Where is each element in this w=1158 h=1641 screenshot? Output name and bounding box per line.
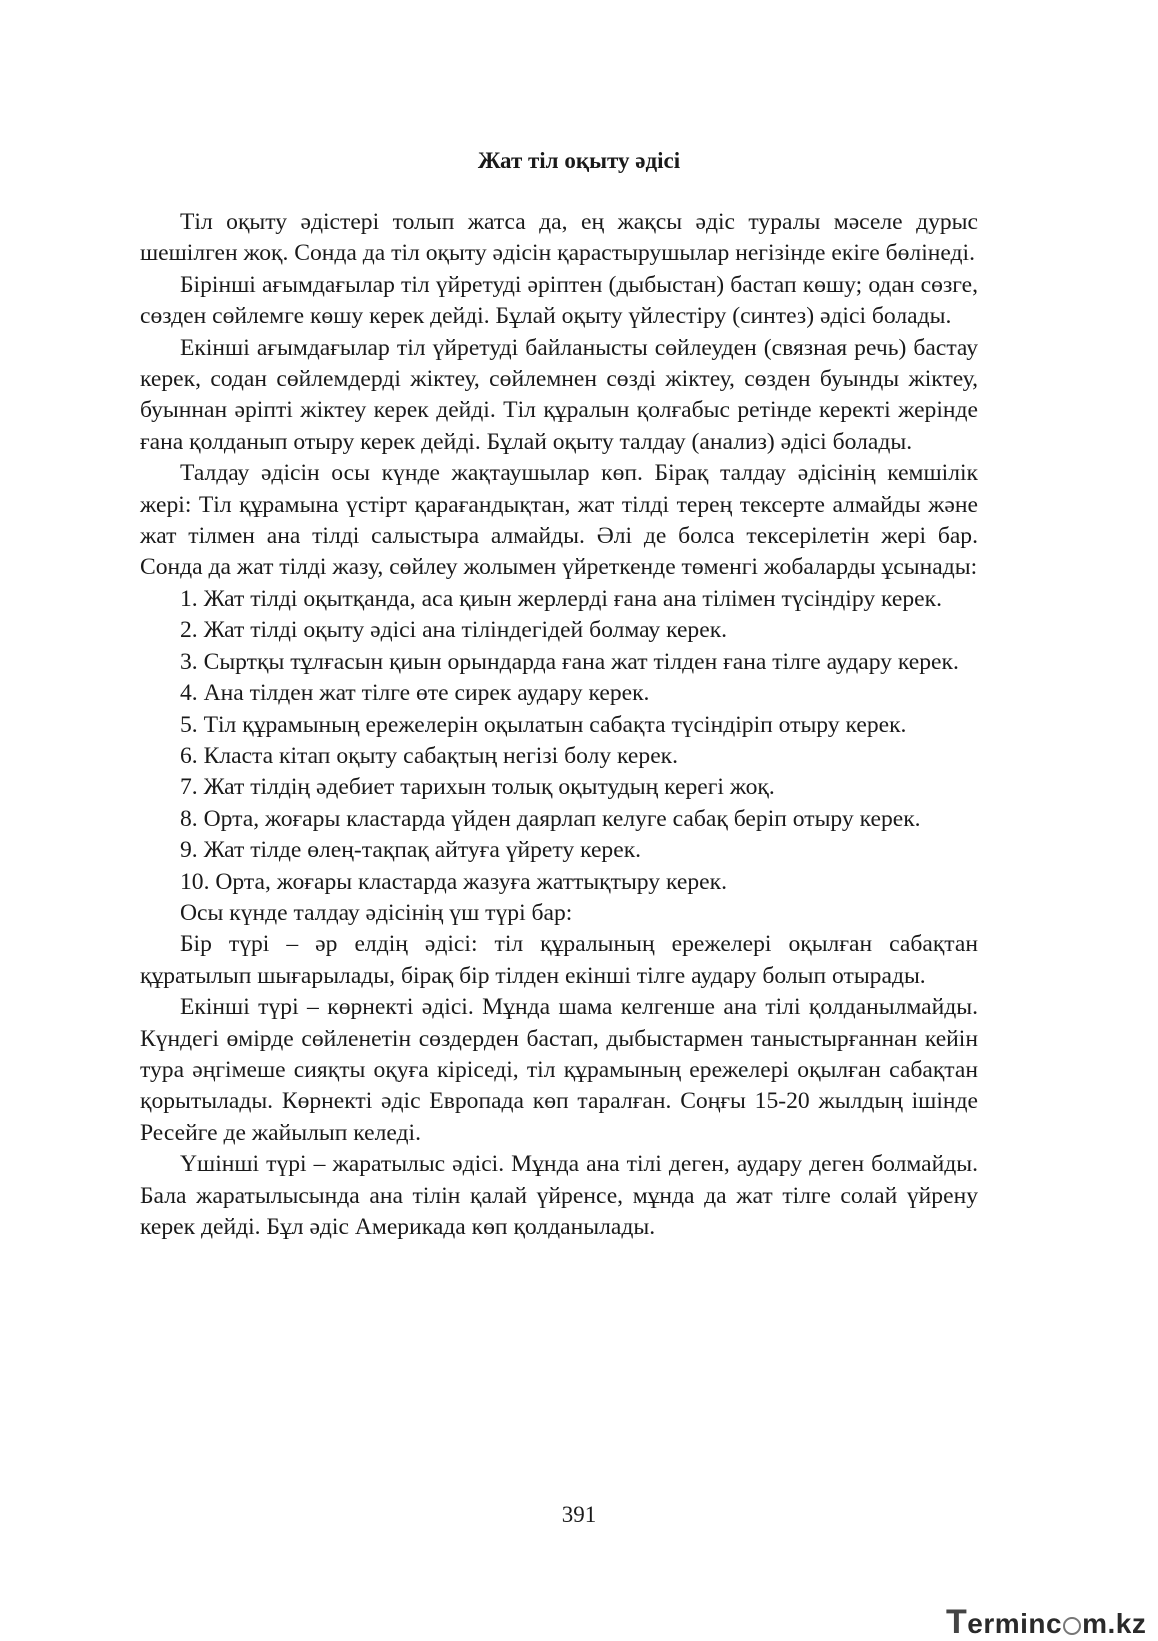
body-text	[140, 207, 978, 1243]
paragraph: Осы күнде талдау әдісінің үш түрі бар:	[180, 899, 573, 926]
paragraph: Үшінші түрі – жаратылыс әдісі. Мұнда ана тілі деген, аудару деген болмайды. Бала жаратылысында ана тілін қалай үйренсе, мұнда да жат тілге солай үйрену керек дейді. Бұл әдіс Америкада көп қолданылады.	[140, 1151, 978, 1240]
list-item: 7. Жат тілдің әдебиет тарихын толық оқытудың керегі жоқ.	[180, 774, 775, 801]
page-number: 391	[561, 1502, 597, 1527]
paragraph: Екінші ағымдағылар тіл үйретуді байланысты сөйлеуден (связная речь) бастау керек, содан сөйлемдерді жіктеу, сөйлемнен сөзді жіктеу, сөзден буынды жіктеу, буыннан әріпті жіктеу керек дейді. Тіл құралын қолғабыс ретінде керекті жерінде ғана қолданып отыру керек дейді. Бұлай оқыту талдау (анализ) әдісі болады.	[140, 334, 978, 455]
page-title: Жат тіл оқыту әдісі	[477, 148, 681, 173]
watermark-logo	[946, 1603, 1147, 1641]
list-item: 1. Жат тілді оқытқанда, аса қиын жерлерді ғана ана тілімен түсіндіру керек.	[180, 585, 942, 612]
list-item: 9. Жат тілде өлең-тақпақ айтуға үйрету керек.	[180, 837, 642, 864]
watermark-middle: erminc	[967, 1608, 1063, 1639]
paragraph: Талдау әдісін осы күнде жақтаушылар көп. Бірақ талдау әдісінің кемшілік жері: Тіл құрамына үстірт қарағандықтан, жат тілді терең тексерте алмайды және жат тілмен ана тілді салыстыра алмайды. Әлі де болса тексерілетін жері бар. Сонда да жат тілді жазу, сөйлеу жолымен үйреткенде төменгі жобаларды ұсынады:	[140, 460, 978, 581]
list-item: 6. Класта кітап оқыту сабақтың негізі болу керек.	[180, 742, 679, 769]
watermark-suffix: m.kz	[1082, 1608, 1147, 1639]
list-item: 5. Тіл құрамының ережелерін оқылатын сабақта түсіндіріп отыру керек.	[180, 711, 907, 738]
list-item: 10. Орта, жоғары кластарда жазуға жаттықтыру керек.	[180, 868, 727, 895]
magnifier-icon	[1063, 1617, 1081, 1635]
list-item: 3. Сыртқы тұлғасын қиын орындарда ғана жат тілден ғана тілге аудару керек.	[180, 648, 959, 675]
paragraph: Тіл оқыту әдістері толып жатса да, ең жақсы әдіс туралы мәселе дурыс шешілген жоқ. Сонда да тіл оқыту әдісін қарастырушылар негізінде екіге бөлінеді.	[140, 209, 978, 267]
watermark-prefix: T	[946, 1603, 968, 1641]
paragraph: Екінші түрі – көрнекті әдісі. Мұнда шама келгенше ана тілі қолданылмайды. Күндегі өмірде сөйленетін сөздерден бастап, дыбыстармен таныстырғаннан кейін тура әңгімеше сияқты оқуға кіріседі, тіл құрамының ережелері оқылған сабақтан қорытылады. Көрнекті әдіс Европада көп таралған. Соңғы 15-20 жылдың ішінде Ресейге де жайылып келеді.	[140, 994, 978, 1146]
list-item: 4. Ана тілден жат тілге өте сирек аудару керек.	[180, 680, 650, 707]
list-item: 8. Орта, жоғары кластарда үйден даярлап келуге сабақ беріп отыру керек.	[180, 805, 921, 832]
paragraph: Бір түрі – әр елдің әдісі: тіл құралының ережелері оқылған сабақтан құратылып шығарылады, бірақ бір тілден екінші тілге аудару болып отырады.	[140, 931, 978, 989]
list-item: 2. Жат тілді оқыту әдісі ана тіліндегідей болмау керек.	[180, 617, 728, 644]
paragraph: Бірінші ағымдағылар тіл үйретуді әріптен (дыбыстан) бастап көшу; одан сөзге, сөзден сөйлемге көшу керек дейді. Бұлай оқыту үйлестіру (синтез) әдісі болады.	[140, 271, 978, 330]
